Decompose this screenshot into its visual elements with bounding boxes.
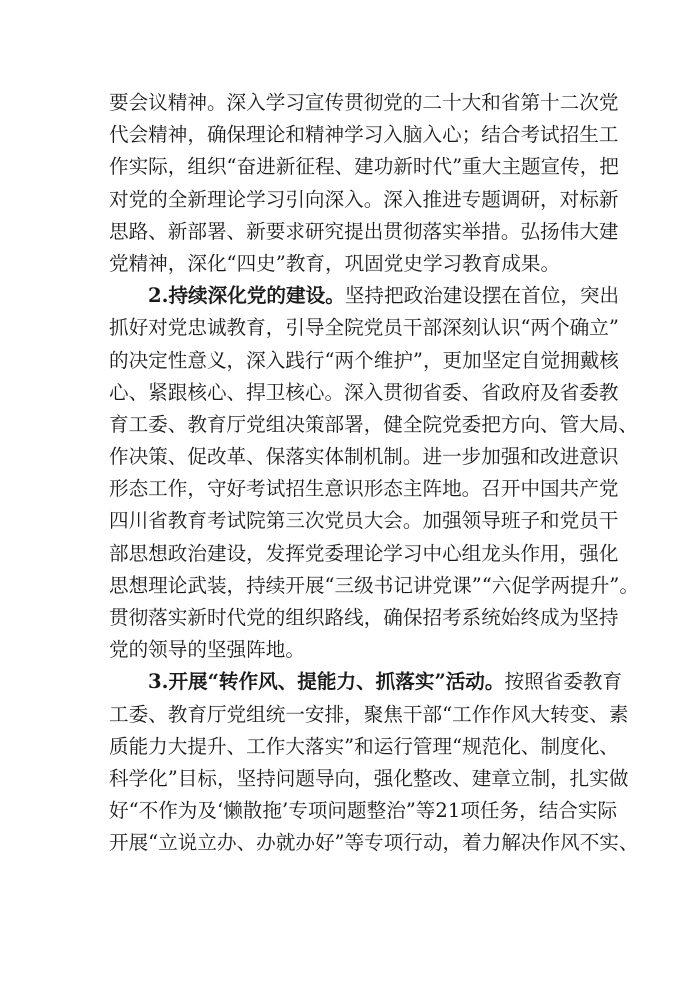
text-fragment: 按照省委教育 xyxy=(504,670,623,694)
text-line: 思路、新部署、新要求研究提出贯彻落实举措。弘扬伟大建 xyxy=(109,219,619,243)
text-line: 工委、教育厅党组统一安排，聚焦干部“工作作风大转变、素 xyxy=(109,702,629,726)
text-line: 党的领导的坚强阵地。 xyxy=(109,638,305,662)
text-line: 思想理论武装，持续开展“三级书记讲党课”“六促学两提升”。 xyxy=(109,573,639,597)
text-line: 开展“立说立办、办就办好”等专项行动，着力解决作风不实、 xyxy=(109,831,639,855)
text-line: 质能力大提升、工作大落实”和运行管理“规范化、制度化、 xyxy=(109,734,619,758)
text-line xyxy=(109,280,620,312)
section-heading: 3.开展“转作风、提能力、抓落实”活动。 xyxy=(148,670,505,694)
text-line: 作决策、促改革、保落实体制机制。进一步加强和改进意识 xyxy=(109,445,619,469)
text-line: 育工委、教育厅党组决策部署，健全院党委把方向、管大局、 xyxy=(109,412,639,436)
text-line: 心、紧跟核心、捍卫核心。深入贯彻省委、省政府及省委教 xyxy=(109,380,619,404)
text-fragment: 坚持把政治建设摆在首位，突出 xyxy=(344,284,620,308)
text-line: 好“不作为及‘懒散拖’专项问题整治”等21项任务，结合实际 xyxy=(109,799,618,823)
paragraph-theory-study xyxy=(109,87,619,280)
document-body xyxy=(109,87,639,860)
text-line: 的决定性意义，深入践行“两个维护”，更加坚定自觉拥戴核 xyxy=(109,348,619,372)
text-line: 四川省教育考试院第三次党员大会。加强领导班子和党员干 xyxy=(109,509,619,533)
text-line: 对党的全新理论学习引向深入。深入推进专题调研，对标新 xyxy=(109,187,619,211)
text-line: 党精神，深化“四史”教育，巩固党史学习教育成果。 xyxy=(109,251,561,275)
text-line: 部思想政治建设，发挥党委理论学习中心组龙头作用，强化 xyxy=(109,541,619,565)
text-line: 形态工作，守好考试招生意识形态主阵地。召开中国共产党 xyxy=(109,477,619,501)
text-line: 代会精神，确保理论和精神学习入脑入心；结合考试招生工 xyxy=(109,123,619,147)
text-line: 要会议精神。深入学习宣传贯彻党的二十大和省第十二次党 xyxy=(109,91,619,114)
text-line: 科学化”目标，坚持问题导向，强化整改、建章立制，扎实做 xyxy=(109,766,629,790)
text-line: 贯彻落实新时代党的组织路线，确保招考系统始终成为坚持 xyxy=(109,606,619,629)
text-line: 抓好对党忠诚教育，引导全院党员干部深刻认识“两个确立” xyxy=(109,316,619,340)
paragraph-work-style xyxy=(109,666,639,859)
section-heading: 2.持续深化党的建设。 xyxy=(148,284,345,308)
paragraph-party-building xyxy=(109,280,639,666)
text-line: 作实际，组织“奋进新征程、建功新时代”重大主题宣传，把 xyxy=(109,155,619,179)
text-line xyxy=(109,666,623,698)
